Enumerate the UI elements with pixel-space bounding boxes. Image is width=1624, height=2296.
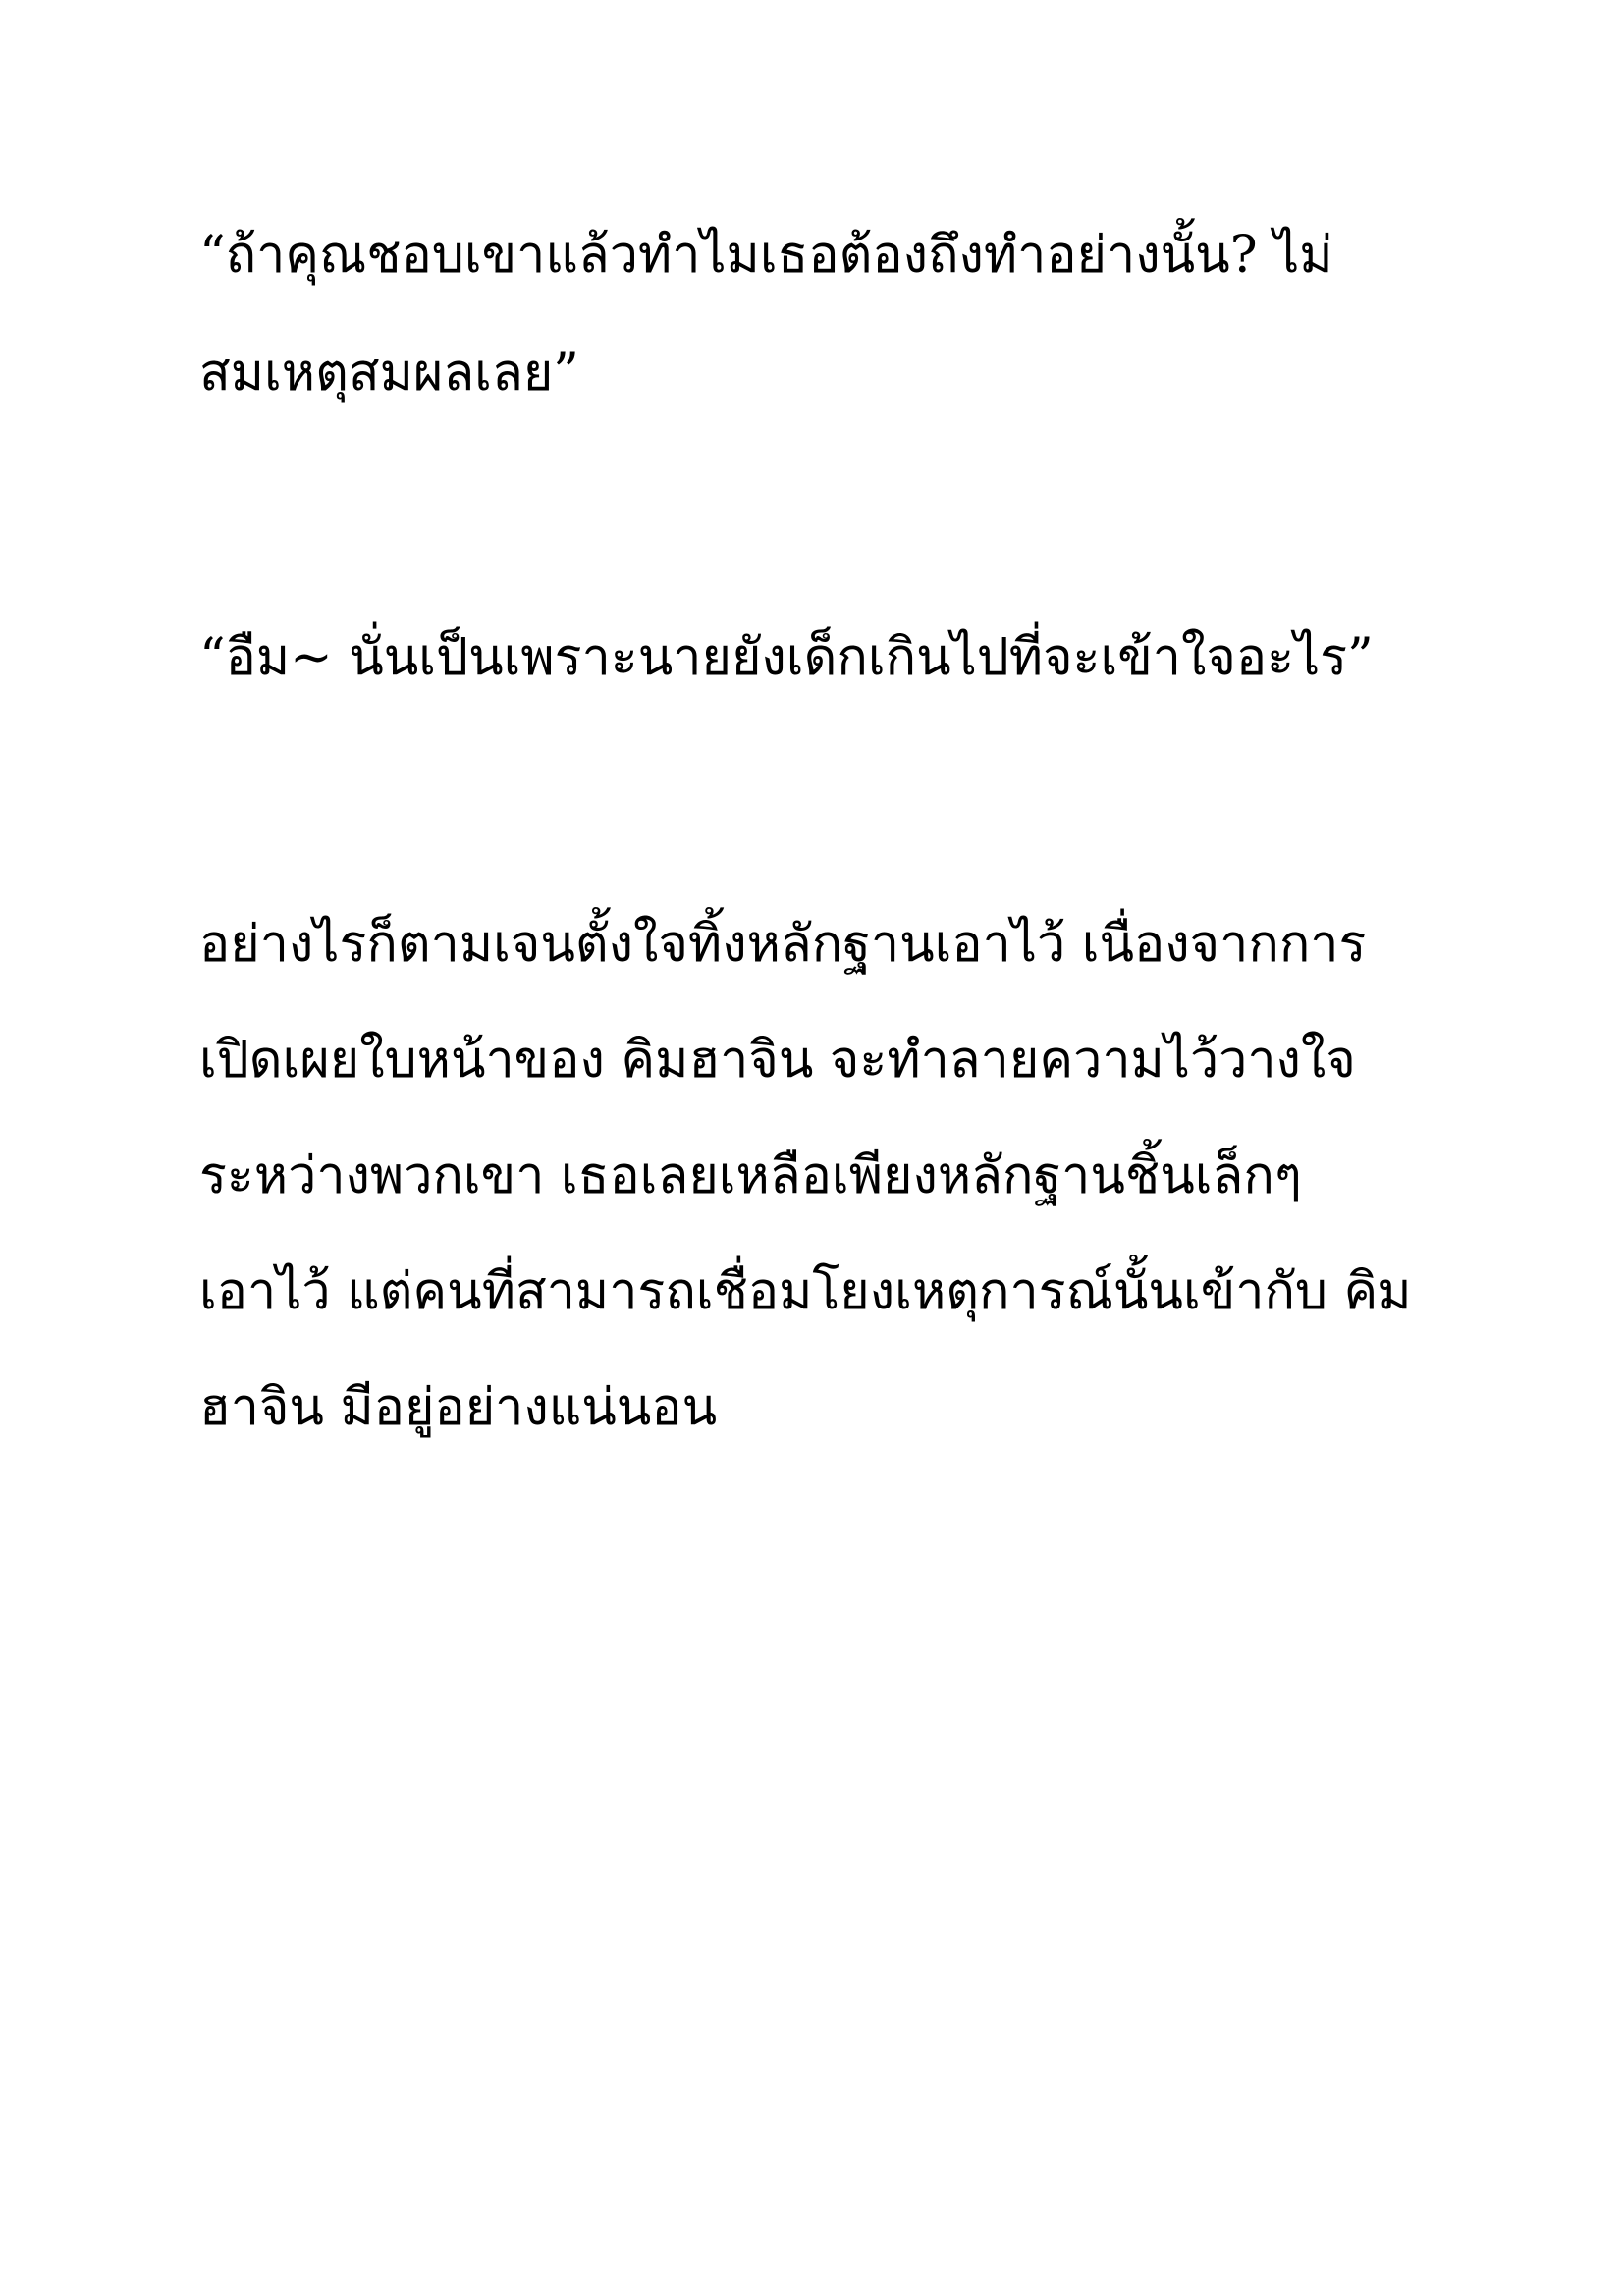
- paragraph-3-line-1: อย่างไรก็ตามเจนตั้งใจทิ้งหลักฐานเอาไว้ เนื่องจากการ: [199, 915, 1367, 974]
- paragraph-3-line-2: เปิดเผยใบหน้าของ คิมฮาจิน จะทำลายความไว้วางใจ: [199, 1031, 1356, 1090]
- paragraph-1-line-2: สมเหตุสมผลเลย”: [199, 344, 579, 402]
- paragraph-3-line-5: ฮาจิน มีอยู่อย่างแน่นอน: [199, 1378, 718, 1437]
- paragraph-2-line-1: “อืม~ นั่นเป็นเพราะนายยังเด็กเกินไปที่จะเข้าใจอะไร”: [199, 628, 1374, 687]
- paragraph-3-line-4: เอาไว้ แต่คนที่สามารถเชื่อมโยงเหตุการณ์นั้นเข้ากับ คิม: [199, 1262, 1412, 1321]
- paragraph-3-line-3: ระหว่างพวกเขา เธอเลยเหลือเพียงหลักฐานชิ้นเล็กๆ: [199, 1147, 1302, 1205]
- paragraph-1-line-1: “ถ้าคุณชอบเขาแล้วทำไมเธอต้องถึงทำอย่างนั้น? ไม่: [199, 226, 1333, 285]
